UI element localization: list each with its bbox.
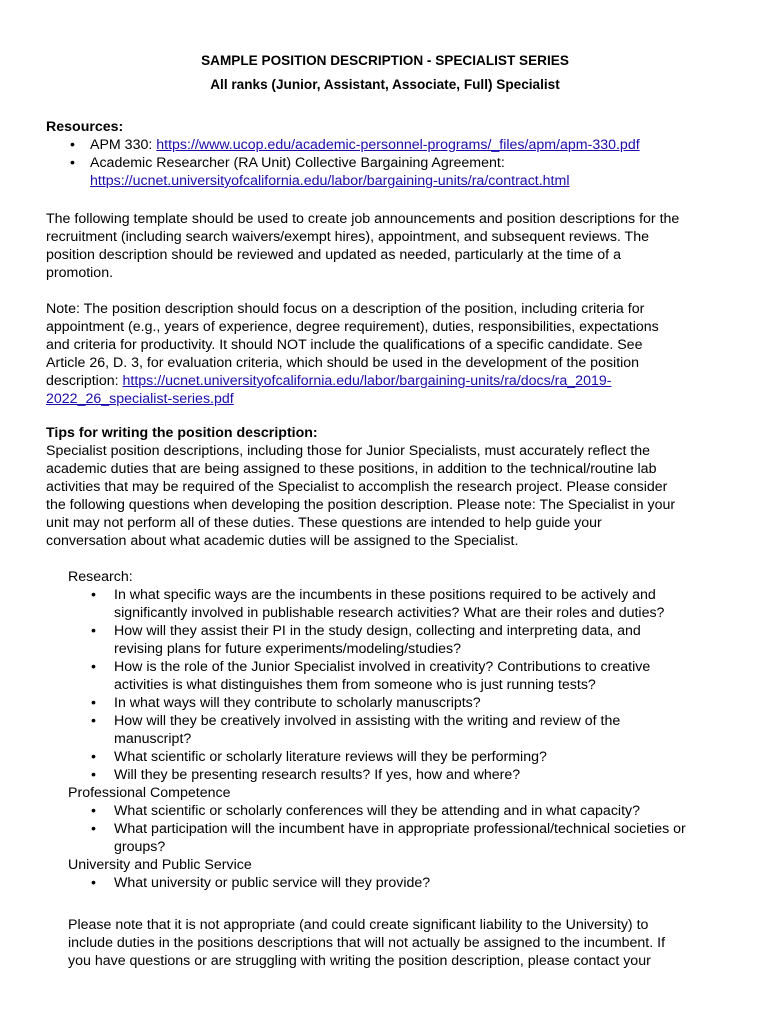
cba-contract-link[interactable]: https://ucnet.universityofcalifornia.edu/labor/bargaining-units/ra/contract.html bbox=[90, 173, 570, 189]
resources-list bbox=[46, 136, 736, 190]
list-item-text: activities is what distinguishes them from someone who is just running tests? bbox=[114, 677, 596, 693]
intro-line: The following template should be used to create job announcements and position descriptions for the bbox=[46, 211, 680, 227]
apm330-link[interactable]: https://www.ucop.edu/academic-personnel-programs/_files/apm/apm-330.pdf bbox=[156, 137, 640, 153]
list-item-text: How will they assist their PI in the study design, collecting and interpreting data, and bbox=[114, 623, 641, 639]
intro-paragraph bbox=[46, 210, 736, 282]
document-subtitle: All ranks (Junior, Assistant, Associate, Full) Specialist bbox=[210, 77, 560, 92]
tips-line: Specialist position descriptions, including those for Junior Specialists, must accurately reflect the bbox=[46, 443, 651, 459]
list-item-text: What scientific or scholarly conferences will they be attending and in what capacity? bbox=[114, 803, 640, 819]
note-line: Note: The position description should focus on a description of the position, including criteria for bbox=[46, 301, 645, 317]
list-item-text: groups? bbox=[114, 839, 166, 855]
note-paragraph bbox=[46, 300, 736, 408]
intro-line: position description should be reviewed and updated as needed, particularly at the time of a bbox=[46, 247, 621, 263]
research-heading: Research: bbox=[68, 569, 133, 585]
resource-item-apm330-label: APM 330: bbox=[90, 137, 157, 153]
intro-line: recruitment (including search waivers/exempt hires), appointment, and subsequent reviews. The bbox=[46, 229, 650, 245]
list-item-text: What scientific or scholarly literature reviews will they be performing? bbox=[114, 749, 547, 765]
list-item bbox=[68, 712, 738, 748]
resource-item-cba bbox=[46, 154, 736, 190]
list-item bbox=[68, 622, 738, 658]
resource-item-cba-label: Academic Researcher (RA Unit) Collective Bargaining Agreement: bbox=[90, 155, 505, 171]
closing-line: include duties in the positions descriptions that will not actually be assigned to the incumbent. If bbox=[68, 935, 666, 951]
list-item bbox=[68, 874, 738, 892]
list-item bbox=[68, 694, 738, 712]
specialist-series-link-cont[interactable]: 2022_26_specialist-series.pdf bbox=[46, 391, 234, 407]
list-item-text: manuscript? bbox=[114, 731, 192, 747]
note-line-prefix: description: bbox=[46, 373, 123, 389]
list-item-text: In what specific ways are the incumbents in these positions required to be actively and bbox=[114, 587, 656, 603]
service-list bbox=[68, 874, 738, 892]
tips-line: activities that may be required of the Specialist to accomplish the research project. Please consider bbox=[46, 479, 668, 495]
tips-line: the following questions when developing the position description. Please note: The Specialist in your bbox=[46, 497, 676, 513]
note-line: Article 26, D. 3, for evaluation criteria, which should be used in the development of the position bbox=[46, 355, 640, 371]
closing-paragraph bbox=[68, 916, 738, 970]
list-item-text: In what ways will they contribute to scholarly manuscripts? bbox=[114, 695, 481, 711]
note-line: and criteria for productivity. It should NOT include the qualifications of a specific candidate. See bbox=[46, 337, 643, 353]
tips-line: conversation about what academic duties will be assigned to the Specialist. bbox=[46, 533, 519, 549]
resource-item-apm330 bbox=[46, 136, 736, 154]
tips-heading: Tips for writing the position description: bbox=[46, 425, 318, 441]
professional-list bbox=[68, 802, 738, 856]
closing-line: you have questions or are struggling with writing the position description, please contact your bbox=[68, 953, 651, 969]
list-item bbox=[68, 658, 738, 694]
list-item-text: revising plans for future experiments/modeling/studies? bbox=[114, 641, 461, 657]
list-item bbox=[68, 820, 738, 856]
professional-heading: Professional Competence bbox=[68, 785, 231, 801]
resources-section bbox=[46, 118, 736, 190]
note-line bbox=[46, 372, 736, 390]
tips-line: academic duties that are being assigned to these positions, in addition to the technical/routine lab bbox=[46, 461, 657, 477]
closing-line: Please note that it is not appropriate (and could create significant liability to the University) to bbox=[68, 917, 649, 933]
list-item-text: How will they be creatively involved in assisting with the writing and review of the bbox=[114, 713, 621, 729]
list-item-text: Will they be presenting research results? If yes, how and where? bbox=[114, 767, 521, 783]
list-item-text: What university or public service will they provide? bbox=[114, 875, 431, 891]
resources-heading: Resources: bbox=[46, 119, 124, 135]
note-line bbox=[46, 390, 736, 408]
tips-line: unit may not perform all of these duties. These questions are intended to help guide your bbox=[46, 515, 602, 531]
note-line: appointment (e.g., years of experience, degree requirement), duties, responsibilities, expectations bbox=[46, 319, 659, 335]
list-item bbox=[68, 802, 738, 820]
duties-section bbox=[68, 568, 738, 892]
list-item bbox=[68, 748, 738, 766]
service-heading: University and Public Service bbox=[68, 857, 252, 873]
list-item-text: significantly involved in publishable research activities? What are their roles and duties? bbox=[114, 605, 665, 621]
specialist-series-link[interactable]: https://ucnet.universityofcalifornia.edu/labor/bargaining-units/ra/docs/ra_2019- bbox=[122, 373, 612, 389]
list-item bbox=[68, 586, 738, 622]
research-list bbox=[68, 586, 738, 784]
list-item-text: How is the role of the Junior Specialist involved in creativity? Contributions to creative bbox=[114, 659, 651, 675]
tips-section bbox=[46, 424, 736, 550]
list-item bbox=[68, 766, 738, 784]
list-item-text: What participation will the incumbent have in appropriate professional/technical societies or bbox=[114, 821, 686, 837]
document-title: SAMPLE POSITION DESCRIPTION - SPECIALIST SERIES bbox=[201, 53, 569, 68]
intro-line: promotion. bbox=[46, 265, 114, 281]
